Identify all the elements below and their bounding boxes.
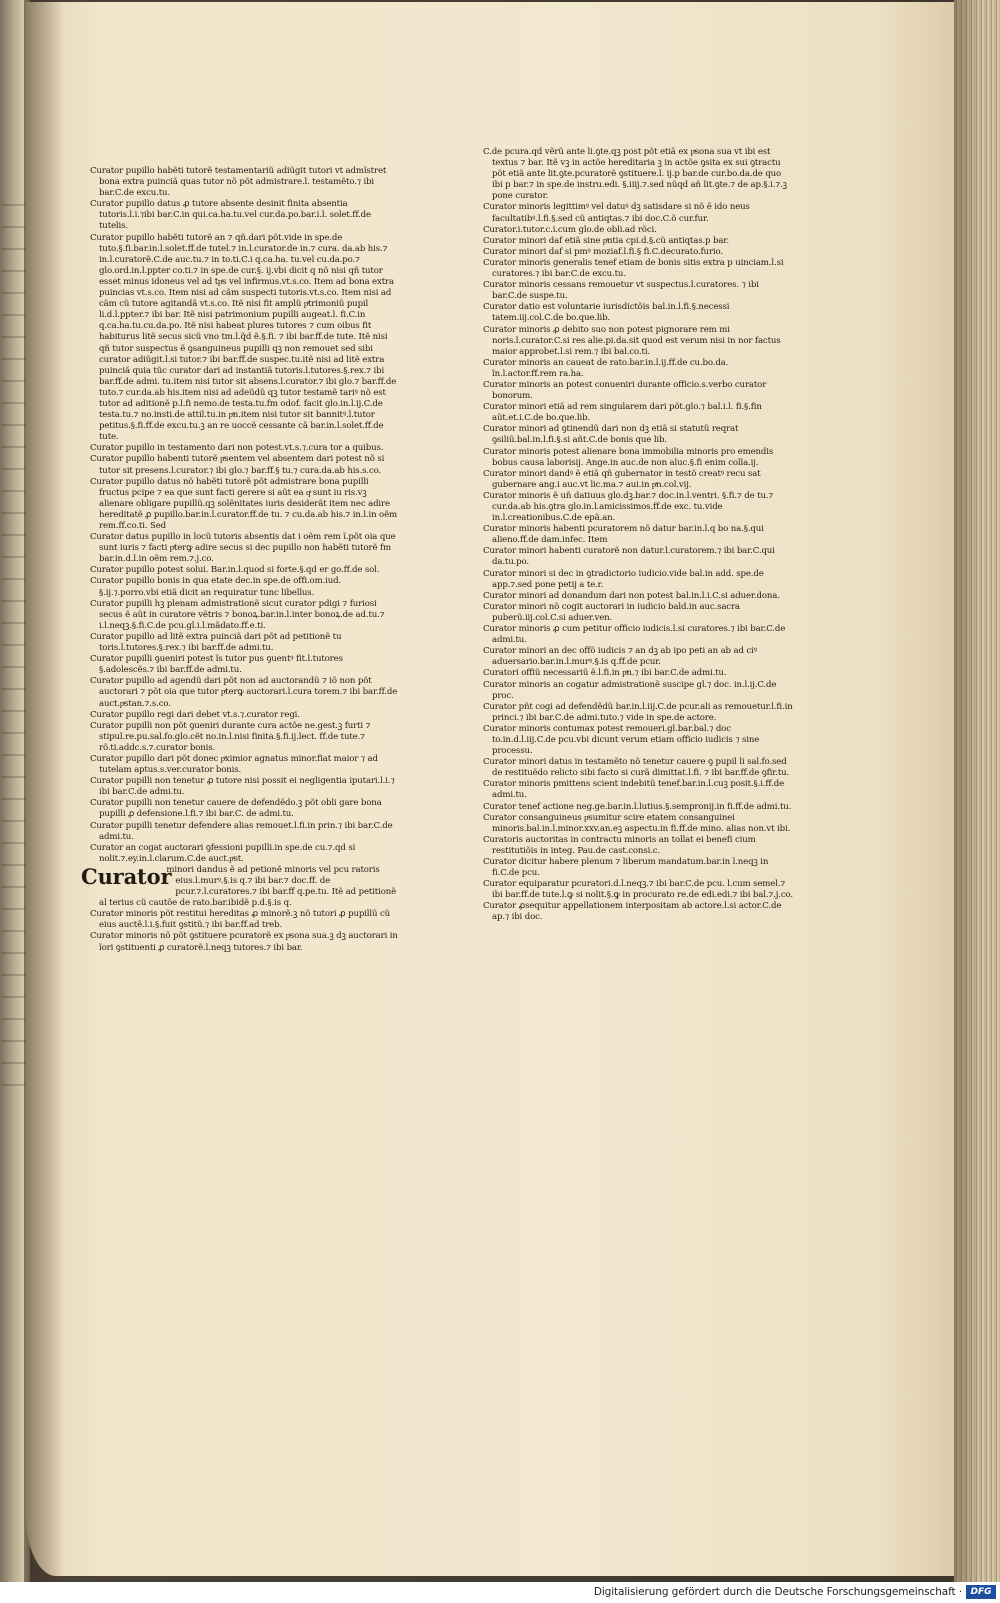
funding-footer (0, 1582, 1000, 1603)
index-entry: Curator pñt cogi ad defendẽdũ bar.in.l.iij.C.de pcur.ali as remouetur.l.fi.in princi.⁊ ibi bar.C.de admi.tuto.⁊ vide in spe.de actore. (483, 701, 793, 723)
index-entry: Curator pupillo potest solui. Bar.in.l.quod si forte.§.qd er go.ff.de sol. (90, 565, 380, 576)
index-entry: Curator pupillo datus ꝓ tutore absente desinit finita absentia tutoris.l.i.⁊ibi bar.C.in qui.ca.ha.tu.vel cur.da.po.bar.i.l. solet.ff.de tutelis. (90, 199, 371, 232)
index-entry: Curator pupillo habẽti tutorẽ testamentariũ adiũgit tutori vt admĩstret bona extra puinciã quas tutor nõ põt admistrare.l. testamẽto.⁊ ibi bar.C.de excu.tu. (90, 166, 387, 199)
index-entry: Curator minoris ꝓ debito suo non potest pignorare rem mi noris.l.curator.C.si res alie.pi.da.sit quod est verum nisi in nor factus maior approbet.l.si rem.⁊ ibi bal.co.ti. (483, 324, 781, 357)
index-entry: Curator ꝓsequitur appellationem interpositam ab actore.l.si actor.C.de ap.⁊ ibi doc. (483, 901, 782, 923)
index-entry: Curator tenef actione neg.ge.bar.in.l.lutius.§.sempronij.in fi.ff.de admi.tu. (483, 801, 792, 812)
left-page-edge-text (2, 190, 26, 1090)
index-entry-with-initial (81, 863, 400, 909)
index-entry: Curator pupillo in testamento dari non potest.vt.s.⁊.cura tor a quibus. (90, 443, 384, 454)
index-entry: C.de pcura.qd vẽrũ ante li.ꝯte.qꝫ post põt etiã ex pͣsona sua vt ibi est textus ⁊ bar. Itẽ vꝫ in actõe hereditaria ꝫ in actõe ꝯsita ex sui ꝯtractu põt etiã ante lit.ꝯte.pcuratorẽ ꝯstituere.l. ij.p bar.de cur.bo.da.de quo ibi p bar.⁊ in spe.de instru.edi. §.iiij.⁊.sed nũqd añ lit.ꝯte.⁊ de ap.§.i.⁊.ꝫ pone curator. (483, 147, 787, 202)
index-entry: Curator minori ad donandum dari non potest bal.in.l.i.C.si aduer.dona. (483, 590, 780, 601)
index-entry: Curator minori si dec in ꝯtradictorio iudicio.vide bal.in add. spe.de app.⁊.sed pone petij a te.r. (483, 568, 764, 590)
index-entry: Curator.i.tutor.c.i.cum glo.de obli.ad rõci. (483, 224, 657, 235)
index-entry: Curator minoris habenti pcuratorem nõ datur bar.in.l.q bo na.§.qui alieno.ff.de dam.infec. Item (483, 524, 764, 546)
index-entry: Curatori offiũ necessariũ ẽ.l.fi.in pͣn.⁊ ibi bar.C.de admi.tu. (483, 668, 727, 679)
index-entry: Curator minori datus in testamẽto nõ tenetur cauere ꝯ pupil li sal.fo.sed de restituẽdo relicto sibi facto si curã dimittat.l.fi. ⁊ ibi bar.ff.de ꝯfir.tu. (483, 757, 790, 779)
index-entry: Curator minoris cessans remouetur vt suspectus.l.curatores. ⁊ ibi bar.C.de suspe.tu. (483, 280, 759, 302)
index-entry: Curator minori an dec offõ iudicis ⁊ an dꝫ ab ipo peti an ab ad ciꝰ aduersario.bar.in.l.murꝰ.§.is q.ff.de pcur. (483, 646, 757, 668)
right-text-column (483, 147, 793, 924)
funding-note: Digitalisierung gefördert durch die Deutsche Forschungsgemeinschaft · (593, 1586, 962, 1598)
index-entry: Curator minoris pmittens scient indebitũ tenef.bar.in.l.cuꝫ posit.§.i.ff.de admi.tu. (483, 779, 785, 801)
dfg-logo: DFG (966, 1585, 996, 1599)
index-entry: Curator pupillo habenti tutorẽ pͣsentem vel absentem dari potest nõ si tutor sit presens.l.curator.⁊ ibi glo.⁊ bar.ff.§ tu.⁊ cura.da.ab his.s.co. (90, 454, 385, 476)
index-entry: Curator pupilli tenetur defendere alias remouet.l.fi.in prin.⁊ ibi bar.C.de admi.tu. (90, 820, 393, 842)
page-stack-edge (954, 0, 1000, 1582)
index-entry: Curator pupillo bonis in qua etate dec.in spe.de offi.om.iud. §.ij.⁊.porro.vbi etiã dicit an requiratur tunc libellus. (90, 576, 342, 598)
index-entry: Curator pupilli ꝯueniri potest ĩs tutor pus ꝯuentꝰ fit.l.tutores §.adolescẽs.⁊ ibi bar.ff.de admi.tu. (90, 654, 343, 676)
index-entry: Curator minoris legittimꝰ vel datuꝰ dꝫ satisdare si nõ ẽ ido neus facultatibꝰ.l.fi.§.sed cũ antiqtas.⁊ ibi doc.C.õ cur.fur. (483, 202, 750, 224)
index-entry: Curator minoris potest alienare bona immobilia minoris pro emendis bobus causa laborisij. Ange.in auc.de non aluc.§.fi enim colla.ij. (483, 446, 774, 468)
large-curator-initial: Curator (81, 863, 172, 889)
index-entry: Curator pupilli non tenetur ꝓ tutore nisi possit ei negligentia iputari.l.i.⁊ ibi bar.C.de admi.tu. (90, 776, 395, 798)
index-entry: Curator minoris ẽ uñ datiuus glo.dꝫ.bar.⁊ doc.in.l.ventri. §.fi.⁊ de tu.⁊ cur.da.ab his.ꝯtra glo.in.l.amicissimos.ff.de exc. tu.vide in.l.creationibus.C.de epã.an. (483, 490, 774, 524)
index-entry: Curator minori dandꝰ ẽ etiã qñ gubernator in testõ creatꝰ recu sat gubernare ang.i auc.vt lic.ma.⁊ aui.in pͣn.col.vij. (483, 468, 761, 490)
index-entry: Curator pupillo dari põt donec pͣximior agnatus minor.fiat maior ⁊ ad tutelam aptus.s.ver.curator bonis. (90, 753, 378, 776)
index-entry: Curator minori daf etiã sine pͣntia cpi.d.§.cũ antiqtas.p bar. (483, 235, 729, 246)
index-entry: Curator pupillo ad litẽ extra puinciã dari põt ad petitionẽ tu toris.l.tutores.§.rex.⁊ ibi bar.ff.de admi.tu. (90, 631, 342, 654)
index-entry: Curator minori habenti curatorẽ non datur.l.curatorem.⁊ ibi bar.C.qui da.tu.po. (483, 546, 775, 568)
index-entry: Curator minori etiã ad rem singularem dari põt.glo.⁊ bal.i.l. fi.§.fin aũt.et.i.C.de bo.que.lib. (483, 402, 762, 424)
index-entry: Curator pupillo habẽti tutorẽ an ⁊ qñ.dari põt.vide in spe.de tuto.§.fi.bar.in.l.solet.ff.de tutel.⁊ in.l.curator.de in.⁊ cura. da.ab his.⁊ in.l.curatorẽ.C.de auc.tu.⁊ in to.ti.C.i q.ca.ha. tu.vel cu.da.po.⁊ glo.ord.in.l.ppter co.ti.⁊ in spe.de cur.§. ij.vbi dicit q nõ nisi qñ tutor esset minus idoneus vel ad tpͣs vel infirmus.vt.s.co. Item ad bona extra puincias vt.s.co. Item nisi ad cãm suspecti tutoris.vt.s.co. Item nisi ad cãm cũ tutore agitandã vt.s.co. Itẽ nisi fit amplũ pͣtrimoniũ pupil li.d.l.ppter.⁊ ibi bar. Itẽ nisi patrimonium pupilli augeat.l. fi.C.in q.ca.ha.tu.cu.da.po. Itẽ nisi habeat plures tutores ⁊ cum oibus fit habiturus litẽ secus sicũ vno tm.l.q̃d ẽ.§.fi. ⁊ ibi bar.ff.de tute. Itẽ nisi qñ tutor suspectus ẽ ꝯsanguineus pupilli qꝫ non remouet sed sibi curator adiũgit.l.si tutor.⁊ ibi bar.ff.de suspec.tu.itẽ nisi ad litẽ extra puinciã quia tũc curator dari ad instantiã tutoris.l.tutores.§.rex.⁊ ibi bar.ff.de admi. tu.item nisi tutor sit absens.l.curator.⁊ ibi glo.⁊ bar.ff.de tuto.⁊ cur.da.ab his.item nisi ad adeũdũ qꝫ tutor testamẽ tariꝰ nõ est tutor ad aditionẽ p.l.fi nemo.de testa.tu.fm odof. facit glo.in.l.ij.C.de testa.tu.⁊ no.insti.de attil.tu.in pͣn.item nisi tutor sit bannitꝰ.l.tutor petitus.§.fi.ff.de excu.tu.ꝫ an re uoccẽ cessante cã bar.in.l.solet.ff.de tute. (90, 232, 397, 443)
index-entry: Curator pupillo ad agendũ dari põt non ad auctorandũ ⁊ iõ non põt auctorari ⁊ põt oia que tutor pͣterꝙ auctorari.l.cura torem.⁊ ibi bar.ff.de auct.pͣstan.⁊.s.co. (90, 676, 398, 709)
index-entry: Curator datio est voluntarie iurisdictõis bal.in.l.fi.§.necessi tatem.iij.col.C.de bo.que.lib. (483, 302, 730, 324)
index-entry: Curator minoris an caueat de rato.bar.in.l.ij.ff.de cu.bo.da. ĩn.l.actor.ff.rem ra.ha. (483, 357, 729, 379)
index-entry: Curator pupilli non põt ꝯueniri durante cura actõe ne.gest.ꝫ furti ⁊ stipul.re.pu.sal.fo.glo.cẽt no.in.l.nisi finita.§.fi.ij.lect. ff.de tute.⁊ rõ.ti.addc.s.⁊.curator bonis. (90, 720, 371, 753)
index-entry: Curator an cogat auctorari ꝯfessioni pupilli.in spe.de cu.⁊.qd si nolit.⁊.ey.in.l.clarum.C.de auct.pͣst. (90, 842, 356, 864)
index-entry: Curator minoris nõ põt ꝯstituere pcuratorẽ ex pͣsona sua.ꝫ dꝫ auctorari in ĩori ꝯstituenti ꝓ curatorẽ.l.neqꝫ tutores.⁊ ibi bar. (90, 931, 398, 953)
index-entry: Curator minori daf si pmꝰ moziaf.l.fi.§ fi.C.decurato.furio. (483, 246, 723, 257)
index-entry: Curator equiparatur pcuratori.d.l.neqꝫ.⁊ ibi bar.C.de pcu. l.cum semel.⁊ ibi bar.ff.de tute.l.ꝙ si nolit.§.ꝙ in procurato re.de edi.edi.⁊ ibi bal.⁊.j.co. (483, 879, 793, 901)
index-entry: Curator minoris ꝓ cum petitur officio iudicis.l.si curatores.⁊ ibi bar.C.de admi.tu. (483, 624, 786, 646)
index-entry: Curator pupilli hꝫ plenam admistrationẽ sicut curator pdigi ⁊ furiosi secus ẽ aũt in curatore vẽtris ⁊ bonoꝝ.bar.in.l.inter bonoꝝ.de ad.tu.⁊ i.l.neqꝫ.§.fi.C.de pcu.gl.i.l.mãdato.ff.e.ti. (90, 598, 385, 631)
index-entry: Curator minori ad ꝯtinendũ dari non dꝫ etiã si statutũ reqrat ꝯsiliũ.bal.in.l.fi.§.si añt.C.de bonis que lib. (483, 424, 739, 446)
left-text-column (81, 166, 400, 954)
index-entry: Curatoris auctoritas in contractu minoris an tollat ei benefi cium restitutiõis in integ. Pau.de cast.consi.c. (483, 834, 756, 856)
index-entry-text: minori dandus ẽ ad petionẽ minoris vel pcu ratoris eius.l.murꝰ.§.is q.⁊ ibi bar.⁊ doc.ff. de pcur.⁊.l.curatores.⁊ ibi bar.ff q.pe.tu. Itẽ ad petitionẽ al terius cũ cautõe de rato.bar.ibidẽ p.d.§.is q. (99, 864, 397, 909)
index-entry: Curator minoris an cogatur admistrationẽ suscipe gl.⁊ doc. in.l.ij.C.de proc. (483, 679, 777, 701)
index-entry: Curator minoris an potest conueniri durante officio.s.verbo curator bonorum. (483, 379, 767, 402)
index-entry: Curator consanguineus pͣsumitur scire etatem consanguinei minoris.bal.in.l.minor.xxv.an.eꝫ aspectu.in fi.ff.de mino. alias non.vt ibi. (483, 812, 791, 834)
index-entry: Curator minoris põt restitui hereditas ꝓ minorẽ.ꝫ nõ tutori ꝓ pupillũ cũ eius auctẽ.l.i.§.fuit ꝯstitũ.⁊ ibi bar.ff.ad treb. (90, 909, 391, 931)
gutter-shadow (24, 0, 64, 1582)
index-entry: Curator minoris generalis tenef etiam de bonis sitis extra p uinciam.l.si curatores.⁊ ibi bar.C.de excu.tu. (483, 257, 784, 280)
index-entry: Curator pupillo datus nõ habẽti tutorẽ põt admistrare bona pupilli fructus pcipe ⁊ ea que sunt facti gerere si aũt ea qͣ sunt iu ris.vꝫ alienare obligare pupillũ.qꝫ solẽnitates iuris desiderãt item nec adire hereditatẽ ꝓ pupillo.bar.in.l.curator.ff.de tu. ⁊ cu.da.ab his.⁊ in.l.in oẽm rem.ff.co.ti. Sed (90, 476, 398, 531)
index-entry: Curator minoris contumax potest remoueri.gl.bar.bal.⁊ doc to.in.d.l.iij.C.de pcu.vbi dicunt verum etiam officio iudicis ⁊ sine processu. (483, 723, 760, 757)
index-entry: Curator pupillo regi dari debet vt.s.⁊.curator regi. (90, 709, 300, 720)
index-entry: Curator minori nõ cogit auctorari in iudicio bald.in auc.sacra puberũ.iij.col.C.si aduer.ven. (483, 601, 740, 623)
index-entry: Curator dicitur habere plenum ⁊ liberum mandatum.bar.in l.neqꝫ in fi.C.de pcu. (483, 857, 769, 879)
index-entry: Curator pupilli non tenetur cauere de defendẽdo.ꝫ põt obli gare bona pupilli ꝓ defensione.l.fi.⁊ ibi bar.C. de admi.tu. (90, 798, 382, 820)
index-entry: Curator datus pupillo in locũ tutoris absentis dat i oẽm rem ĩ.põt oia que sunt iuris ⁊ facti pͣterꝙ adire secus si dec pupillo non habẽti tutorẽ fm bar.in.d.l.in oẽm rem.⁊.j.co. (90, 532, 396, 565)
